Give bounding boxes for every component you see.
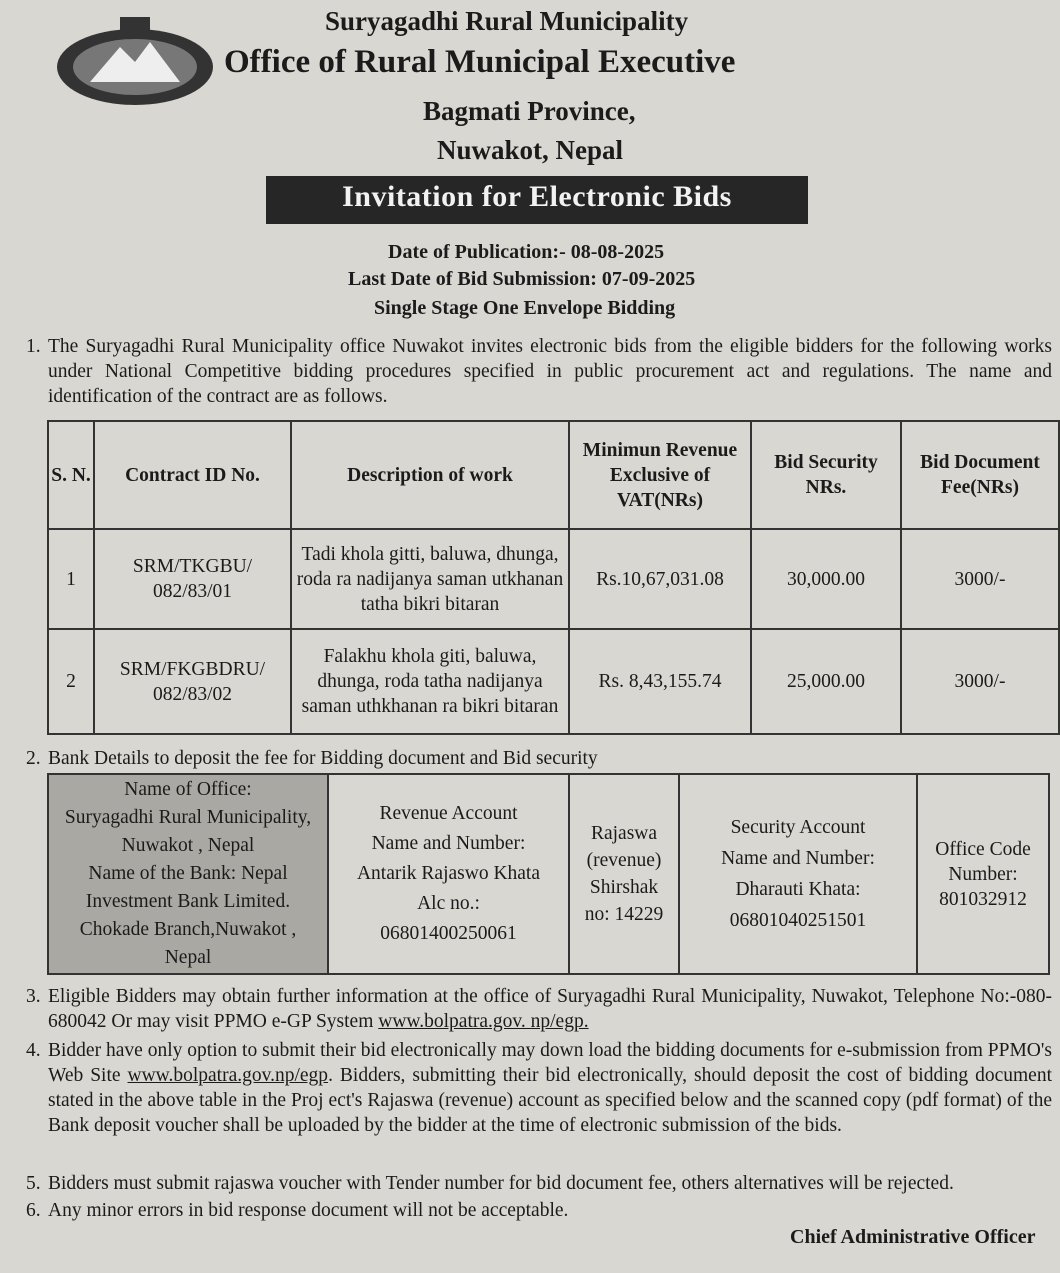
header-min-revenue: Minimun Revenue Exclusive of VAT(NRs) xyxy=(569,421,751,529)
line: 801032912 xyxy=(939,888,1027,910)
paragraph-5 xyxy=(26,1171,1058,1196)
cell-sn: 2 xyxy=(48,629,94,734)
table-header-row xyxy=(48,421,1059,529)
paragraph-2 xyxy=(26,746,1052,771)
cell-revenue: Rs. 8,43,155.74 xyxy=(569,629,751,734)
header-doc-fee: Bid Document Fee(NRs) xyxy=(901,421,1059,529)
para-number: 2. xyxy=(26,748,41,769)
line: Antarik Rajaswo Khata xyxy=(356,863,541,884)
signature-title: Chief Administrative Officer xyxy=(790,1226,1036,1248)
para-number: 4. xyxy=(26,1040,41,1061)
line: Suryagadhi Rural Municipality, xyxy=(64,807,312,828)
line: Chokade Branch,Nuwakot , xyxy=(79,919,297,940)
paragraph-6 xyxy=(26,1198,1052,1223)
office-code-cell xyxy=(917,774,1049,974)
paragraph-4 xyxy=(26,1038,1052,1138)
cell-contract-id: SRM/TKGBU/ 082/83/01 xyxy=(94,529,291,629)
header-description: Description of work xyxy=(291,421,569,529)
district: Nuwakot, Nepal xyxy=(437,135,624,165)
line: Name and Number: xyxy=(721,848,875,869)
line: Nuwakot , Nepal xyxy=(121,835,255,856)
line: (revenue) xyxy=(586,850,662,871)
office-bank-cell xyxy=(48,774,328,974)
line: Nepal xyxy=(164,947,212,968)
line: Name and Number: xyxy=(371,833,526,854)
para-number: 3. xyxy=(26,986,41,1007)
line: Number: xyxy=(948,863,1018,885)
line: no: 14229 xyxy=(584,904,664,925)
paragraph-1 xyxy=(26,334,1052,409)
line: Revenue Account xyxy=(379,803,518,824)
line: Security Account xyxy=(730,817,866,838)
para-text: Bank Details to deposit the fee for Bidding document and Bid security xyxy=(48,748,598,769)
header-bid-security: Bid Security NRs. xyxy=(751,421,901,529)
line: Office Code xyxy=(935,838,1031,860)
municipality-name: Suryagadhi Rural Municipality xyxy=(325,6,689,36)
province: Bagmati Province, xyxy=(423,96,636,126)
para-text: Bidder have only option to submit their bid electronically may down load the bidding documents for e-submission from PPMO's Web Site xyxy=(48,1040,1052,1086)
cell-contract-id: SRM/FKGBDRU/ 082/83/02 xyxy=(94,629,291,734)
para-text: Any minor errors in bid response document will not be acceptable. xyxy=(48,1200,569,1221)
line: Name of Office: xyxy=(124,779,252,800)
cell-revenue: Rs.10,67,031.08 xyxy=(569,529,751,629)
bidding-type: Single Stage One Envelope Bidding xyxy=(374,297,676,319)
cell-fee: 3000/- xyxy=(901,629,1059,734)
nepal-emblem-logo xyxy=(50,12,220,107)
contracts-table xyxy=(47,420,1060,735)
para-number: 5. xyxy=(26,1173,41,1194)
para-text: . Bidders, submitting their bid electronically, should deposit the cost of bidding document stated in the above table in the Proj ect's Rajaswa (revenue) account as specified below and the scanned copy (pdf format) of the Bank deposit voucher shall be uploaded by the bidder at the time of electronic submission of the bids. xyxy=(48,1065,1052,1136)
bolpatra-link[interactable]: www.bolpatra.gov.np/egp xyxy=(127,1065,329,1086)
para-text: Eligible Bidders may obtain further information at the office of Suryagadhi Rural Municipality, Nuwakot, Telephone No:-080-680042 Or may visit PPMO e-GP System xyxy=(48,986,1052,1032)
cell-security: 30,000.00 xyxy=(751,529,901,629)
cell-fee: 3000/- xyxy=(901,529,1059,629)
cell-security: 25,000.00 xyxy=(751,629,901,734)
paragraph-3 xyxy=(26,984,1052,1034)
submission-deadline: Last Date of Bid Submission: 07-09-2025 xyxy=(348,268,696,290)
cell-sn: 1 xyxy=(48,529,94,629)
publication-date: Date of Publication:- 08-08-2025 xyxy=(388,241,665,263)
line: Name of the Bank: Nepal xyxy=(88,863,288,884)
header-contract-id: Contract ID No. xyxy=(94,421,291,529)
office-title: Office of Rural Municipal Executive xyxy=(224,44,736,80)
line: Alc no.: xyxy=(417,893,480,914)
para-text: The Suryagadhi Rural Municipality office Nuwakot invites electronic bids from the eligible bidders for the following works under National Competitive bidding procedures specified in public procurement act and regulations. The name and identification of the contract are as follows. xyxy=(48,336,1052,407)
notice-banner: Invitation for Electronic Bids xyxy=(266,176,808,224)
line: Shirshak xyxy=(589,877,659,898)
cell-description: Tadi khola gitti, baluwa, dhunga, roda ra nadijanya saman utkhanan tatha bikri bitaran xyxy=(291,529,569,629)
line: Dharauti Khata: xyxy=(735,879,861,900)
cell-description: Falakhu khola giti, baluwa, dhunga, roda tatha nadijanya saman uthkhanan ra bikri bitaran xyxy=(291,629,569,734)
table-row xyxy=(48,629,1059,734)
header-sn: S. N. xyxy=(48,421,94,529)
rajaswa-cell xyxy=(569,774,679,974)
para-text: Bidders must submit rajaswa voucher with Tender number for bid document fee, others alternatives will be rejected. xyxy=(48,1173,954,1194)
security-account-cell xyxy=(679,774,917,974)
para-number: 6. xyxy=(26,1200,41,1221)
line: Rajaswa xyxy=(590,823,658,844)
bank-details-table xyxy=(47,773,1050,975)
table-row xyxy=(48,529,1059,629)
line: Investment Bank Limited. xyxy=(85,891,291,912)
line: 06801400250061 xyxy=(380,923,517,944)
revenue-account-cell xyxy=(328,774,569,974)
para-number: 1. xyxy=(26,336,41,357)
line: 06801040251501 xyxy=(729,910,867,931)
egp-link[interactable]: www.bolpatra.gov. np/egp. xyxy=(378,1011,589,1032)
